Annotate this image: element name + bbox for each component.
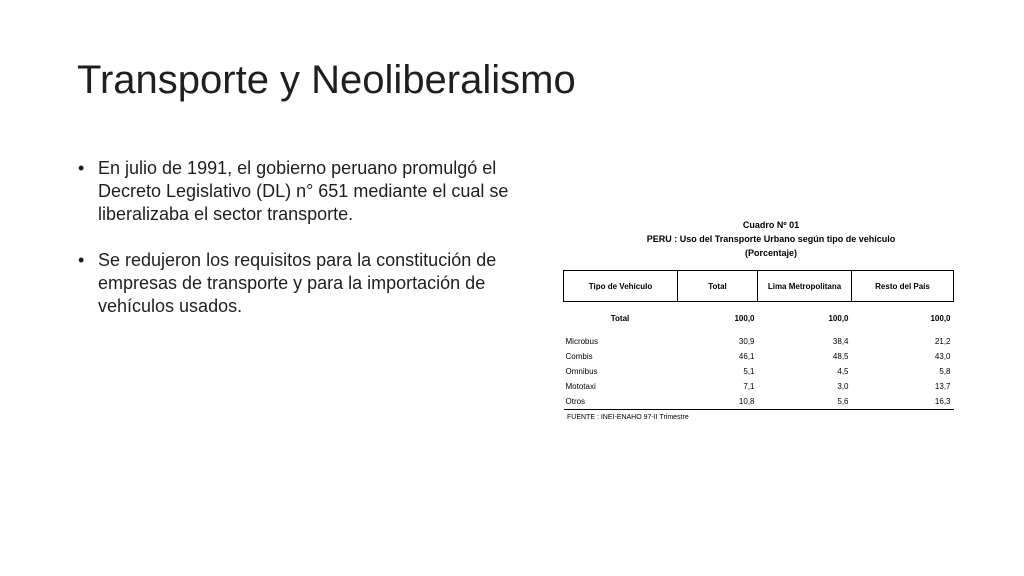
cell-lima: 5,6 <box>758 394 852 410</box>
bullet-dot: • <box>78 158 85 178</box>
table-source: FUENTE : INEI-ENAHO 97-II Trimestre <box>567 414 689 421</box>
cell-total: 7,1 <box>743 382 755 391</box>
table-row <box>564 379 954 394</box>
cell-total: 30,9 <box>738 337 755 346</box>
cell-total: 5,1 <box>743 367 755 376</box>
bullet-list <box>78 157 518 341</box>
cell-resto: 16,3 <box>852 394 954 410</box>
cell-vehicle: Otros <box>564 394 678 410</box>
cell-vehicle: Microbus <box>565 337 598 346</box>
cell-vehicle: Mototaxi <box>565 382 596 391</box>
caption-number: Cuadro Nº 01 <box>742 220 800 230</box>
caption-unit: (Porcentaje) <box>744 248 797 258</box>
cell-lima: 38,4 <box>832 337 849 346</box>
table-row <box>564 349 954 364</box>
cell-resto: 100,0 <box>930 313 951 323</box>
cell-resto: 43,0 <box>934 352 951 361</box>
bullet-text: En julio de 1991, el gobierno peruano promulgó el Decreto Legislativo (DL) n° 651 mediante el cual se liberalizaba el sector transporte. <box>98 158 509 224</box>
slide-title: Transporte y Neoliberalismo <box>77 58 576 102</box>
table-row <box>564 302 954 335</box>
cell-lima: 4,5 <box>837 367 849 376</box>
table-header-row <box>564 271 954 302</box>
cell-total: 100,0 <box>734 313 755 323</box>
header-resto-del-pais: Resto del País <box>852 271 954 302</box>
cell-lima: 3,0 <box>837 382 849 391</box>
table-caption <box>563 218 955 260</box>
cell-total: 46,1 <box>738 352 755 361</box>
cell-vehicle: Total <box>610 313 630 323</box>
bullet-item <box>78 157 518 226</box>
cell-total: 10,8 <box>678 394 758 410</box>
cell-lima: 48,5 <box>832 352 849 361</box>
cell-resto: 13,7 <box>934 382 951 391</box>
bullet-text: Se redujeron los requisitos para la constitución de empresas de transporte y para la importación de vehículos usados. <box>98 250 497 316</box>
caption-title: PERU : Uso del Transporte Urbano según tipo de vehículo <box>646 234 896 244</box>
bullet-item <box>78 249 518 318</box>
cell-resto: 21,2 <box>934 337 951 346</box>
data-table <box>563 270 954 410</box>
header-lima-metropolitana: Lima Metropolitana <box>758 271 852 302</box>
cell-lima: 100,0 <box>828 313 849 323</box>
table-figure <box>563 218 955 421</box>
header-total: Total <box>678 271 758 302</box>
table-row <box>564 334 954 349</box>
cell-vehicle: Omnibus <box>565 367 598 376</box>
table-row <box>564 364 954 379</box>
header-tipo-vehiculo: Tipo de Vehículo <box>564 271 678 302</box>
table-row <box>564 394 954 410</box>
cell-resto: 5,8 <box>939 367 951 376</box>
bullet-dot: • <box>78 250 85 270</box>
cell-vehicle: Combis <box>565 352 593 361</box>
